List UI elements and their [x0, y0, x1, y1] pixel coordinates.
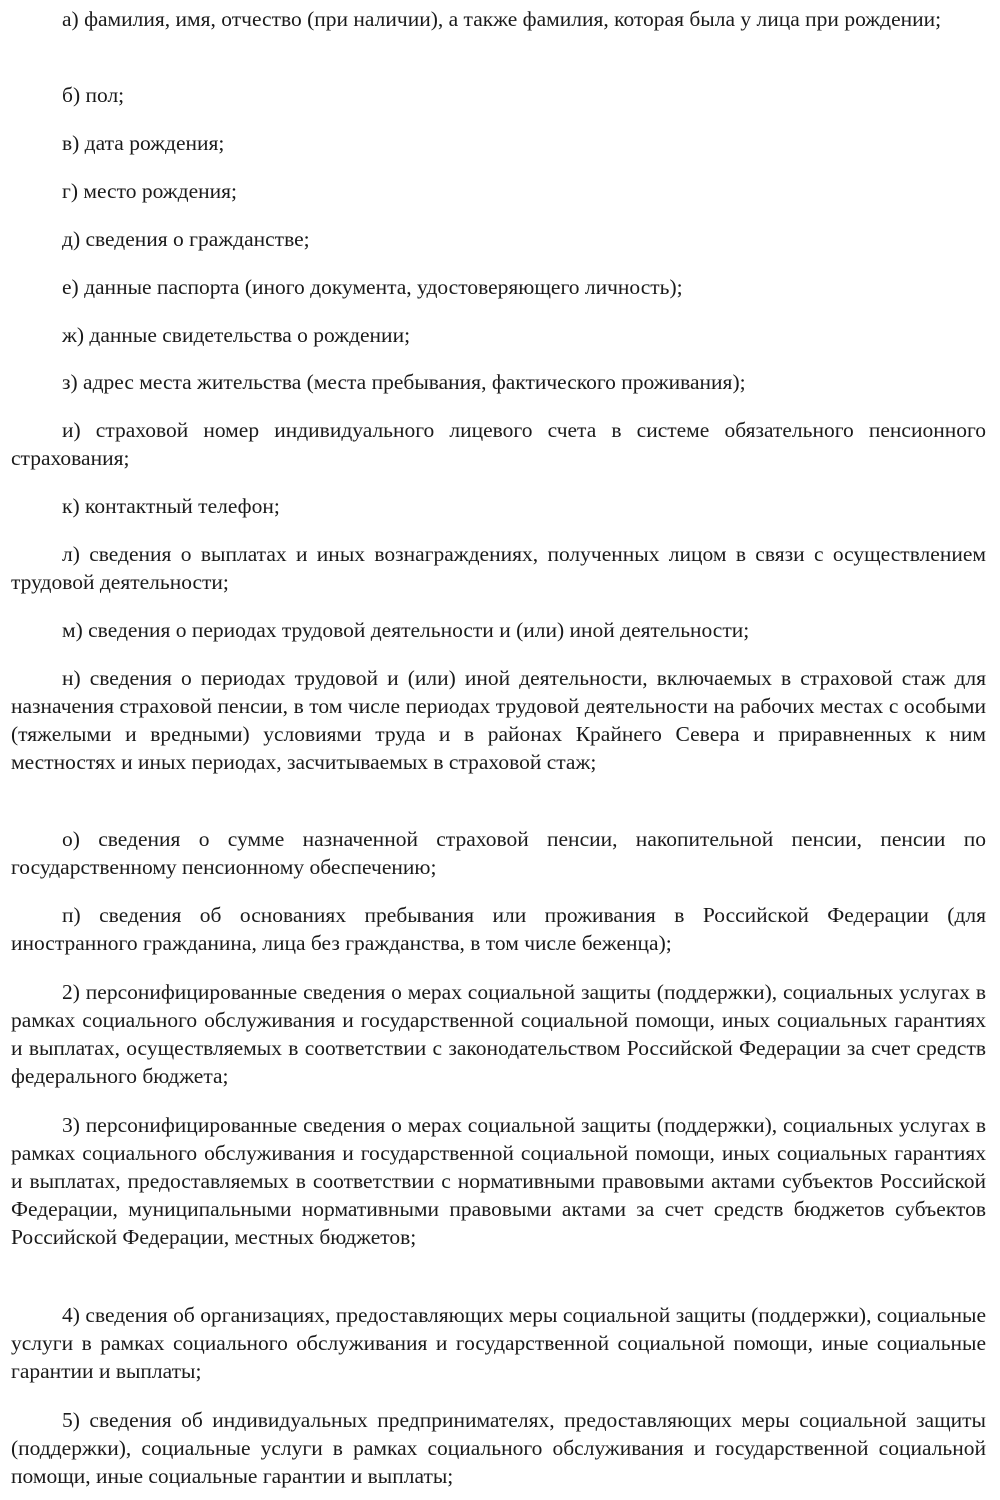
- document-paragraph: о) сведения о сумме назначенной страховой пенсии, накопительной пенсии, пенсии по государственному пенсионному обеспечению;: [11, 827, 986, 879]
- document-paragraph: ж) данные свидетельства о рождении;: [62, 323, 411, 347]
- document-paragraph: 5) сведения об индивидуальных предпринимателях, предоставляющих меры социальной защиты (поддержки), социальные услуги в рамках социального обслуживания и государственной социальной помощи, иные социальные гарантии и выплаты;: [11, 1408, 986, 1488]
- document-paragraph: 2) персонифицированные сведения о мерах социальной защиты (поддержки), социальных услугах в рамках социального обслуживания и государственной социальной помощи, иных социальных гарантиях и выплатах, осуществляемых в соответствии с законодательством Российской Федерации за счет средств федерального бюджета;: [11, 980, 986, 1088]
- document-paragraph: 3) персонифицированные сведения о мерах социальной защиты (поддержки), социальных услугах в рамках социального обслуживания и государственной социальной помощи, иных социальных гарантиях и выплатах, предоставляемых в соответствии с нормативными правовыми актами субъектов Российской Федерации, муниципальными нормативными правовыми актами за счет средств бюджетов субъектов Российской Федерации, местных бюджетов;: [11, 1113, 986, 1249]
- document-paragraph: б) пол;: [62, 83, 125, 107]
- document-paragraph: к) контактный телефон;: [62, 494, 280, 518]
- document-paragraph: в) дата рождения;: [62, 131, 225, 155]
- document-paragraph: д) сведения о гражданстве;: [62, 227, 310, 251]
- document-paragraph: 4) сведения об организациях, предоставляющих меры социальной защиты (поддержки), социальные услуги в рамках социального обслуживания и государственной социальной помощи, иные социальные гарантии и выплаты;: [11, 1303, 986, 1383]
- document-paragraph: л) сведения о выплатах и иных вознаграждениях, полученных лицом в связи с осуществлением трудовой деятельности;: [11, 542, 986, 594]
- document-paragraph: п) сведения об основаниях пребывания или проживания в Российской Федерации (для иностранного гражданина, лица без гражданства, в том числе беженца);: [11, 903, 986, 955]
- document-paragraph: е) данные паспорта (иного документа, удостоверяющего личность);: [62, 275, 683, 299]
- document-paragraph: а) фамилия, имя, отчество (при наличии), а также фамилия, которая была у лица при рождении;: [62, 7, 942, 31]
- document-paragraph: г) место рождения;: [62, 179, 237, 203]
- document-paragraph: н) сведения о периодах трудовой и (или) иной деятельности, включаемых в страховой стаж для назначения страховой пенсии, в том числе периодах трудовой деятельности на рабочих местах с особыми (тяжелыми и вредными) условиями труда и в районах Крайнего Севера и приравненных к ним местностях и иных периодах, засчитываемых в страховой стаж;: [11, 666, 986, 774]
- document-paragraph: м) сведения о периодах трудовой деятельности и (или) иной деятельности;: [62, 618, 750, 642]
- document-paragraph: и) страховой номер индивидуального лицевого счета в системе обязательного пенсионного страхования;: [11, 418, 986, 470]
- document-paragraph: з) адрес места жительства (места пребывания, фактического проживания);: [62, 370, 746, 394]
